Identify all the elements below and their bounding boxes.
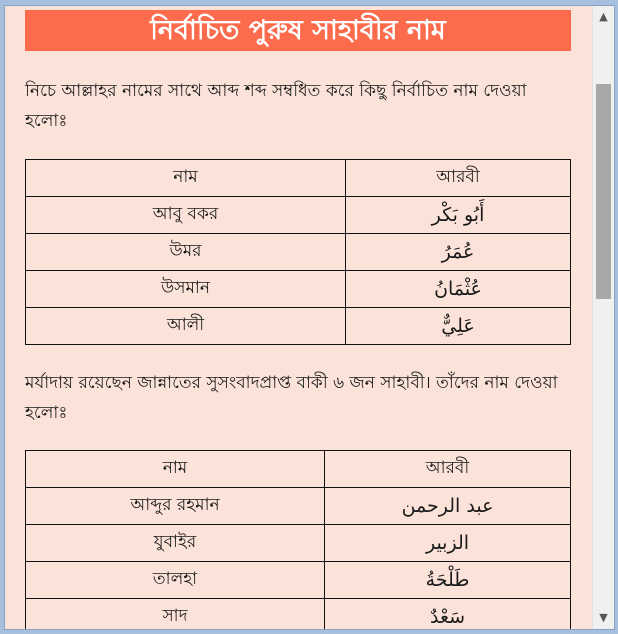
cell-arabic: عبد الرحمن	[325, 488, 571, 525]
table-row	[26, 197, 571, 234]
table-row	[26, 308, 571, 345]
cell-name: উমর	[26, 234, 346, 271]
cell-name: আব্দুর রহমান	[26, 488, 325, 525]
intro-paragraph: নিচে আল্লাহর নামের সাথে আব্দ শব্দ সম্বধিত করে কিছু নির্বাচিত নাম দেওয়া হলোঃ	[25, 81, 527, 131]
cell-name: যুবাইর	[26, 525, 325, 562]
vertical-scrollbar[interactable]	[592, 6, 614, 629]
scrollbar-thumb[interactable]	[596, 84, 611, 299]
table-row	[26, 599, 571, 630]
chevron-down-icon: ▼	[599, 611, 608, 624]
companions-table	[25, 159, 571, 345]
header-arabic: আরবী	[346, 160, 571, 197]
cell-name: সাদ	[26, 599, 325, 630]
cell-name: তালহা	[26, 562, 325, 599]
cell-arabic: سَعْدٌ	[325, 599, 571, 630]
header-name: নাম	[26, 160, 346, 197]
cell-name: উসমান	[26, 271, 346, 308]
table-row	[26, 488, 571, 525]
table-row	[26, 234, 571, 271]
page-content	[5, 6, 591, 629]
header-arabic: আরবী	[325, 451, 571, 488]
table-row	[26, 271, 571, 308]
cell-arabic: طَلْحَةُ	[325, 562, 571, 599]
header-name: নাম	[26, 451, 325, 488]
browser-window	[4, 5, 615, 630]
scroll-down-button[interactable]	[593, 607, 614, 629]
table-row	[26, 562, 571, 599]
page-title: নির্বাচিত পুরুষ সাহাবীর নাম	[25, 10, 571, 51]
cell-name: আবু বকর	[26, 197, 346, 234]
cell-name: আলী	[26, 308, 346, 345]
table-row	[26, 525, 571, 562]
cell-arabic: عَلِيٌّ	[346, 308, 571, 345]
second-paragraph: মর্যাদায় রয়েছেন জান্নাতের সুসংবাদপ্রাপ্ত বাকী ৬ জন সাহাবী। তাঁদের নাম দেওয়া হলোঃ	[25, 373, 558, 423]
chevron-up-icon: ▲	[599, 10, 608, 23]
cell-arabic: عُثْمَانُ	[346, 271, 571, 308]
cell-arabic: أَبُو بَكْر	[346, 197, 571, 234]
scroll-up-button[interactable]	[593, 6, 614, 28]
paradise-companions-table	[25, 450, 571, 629]
cell-arabic: عُمَرُ	[346, 234, 571, 271]
table-header-row	[26, 451, 571, 488]
table-header-row	[26, 160, 571, 197]
cell-arabic: الزبير	[325, 525, 571, 562]
